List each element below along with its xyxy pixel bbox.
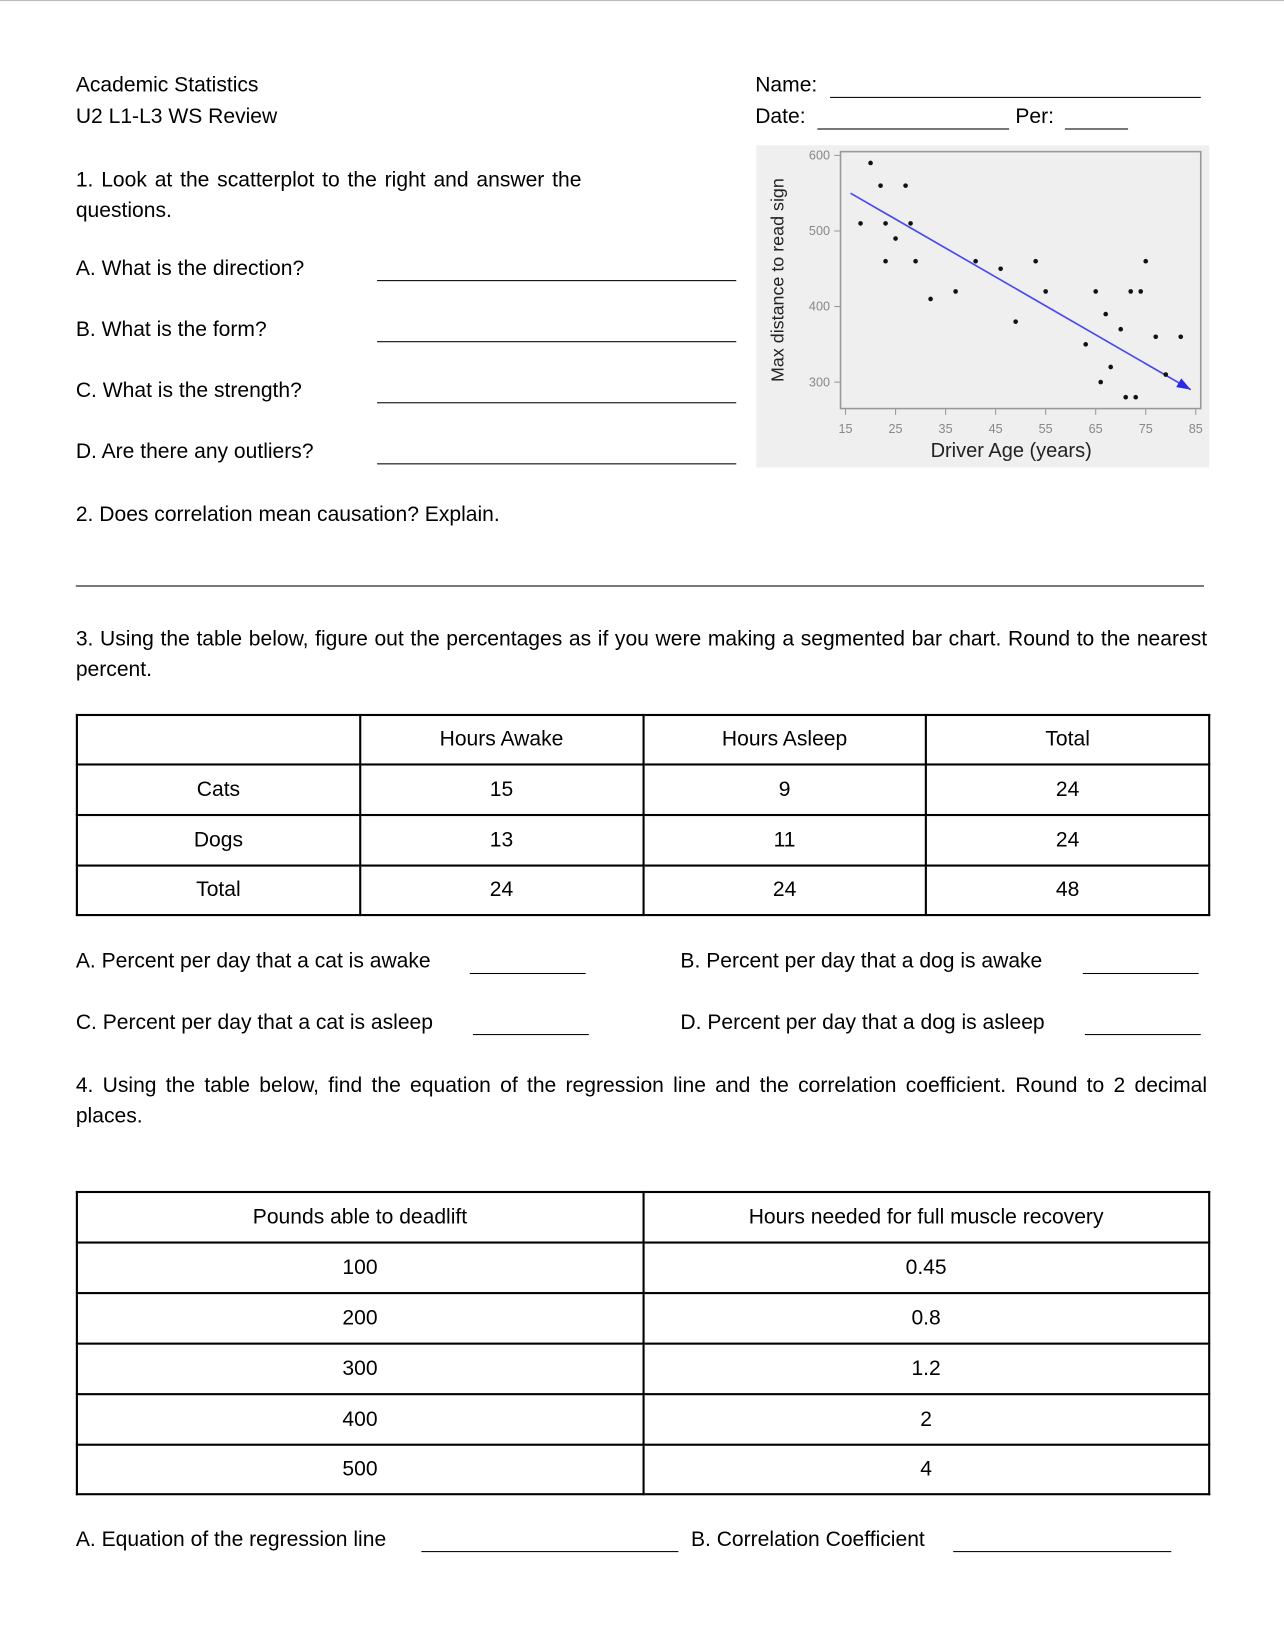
per-blank[interactable] — [1065, 128, 1128, 129]
data-point — [1083, 342, 1088, 347]
q1b-blank[interactable] — [377, 341, 736, 342]
top-border — [0, 0, 1284, 1]
cell: Dogs — [77, 815, 360, 866]
y-tick-label: 300 — [808, 375, 831, 390]
q1a-blank[interactable] — [377, 280, 736, 281]
data-point — [953, 289, 958, 294]
q4a-blank[interactable] — [421, 1551, 678, 1552]
q1a-label: A. What is the direction? — [75, 256, 305, 281]
q2-blank[interactable] — [76, 585, 1204, 586]
x-axis-label: Driver Age (years) — [930, 440, 1092, 463]
cell: 2 — [643, 1394, 1209, 1445]
date-label: Date: — [755, 105, 806, 129]
q3c-label: C. Percent per day that a cat is asleep — [75, 1010, 433, 1035]
y-axis-label: Max distance to read sign — [767, 178, 788, 383]
q3b-label: B. Percent per day that a dog is awake — [680, 949, 1043, 973]
cell: 24 — [643, 866, 926, 915]
header-cell: Hours needed for full muscle recovery — [643, 1192, 1209, 1243]
q1b-label: B. What is the form? — [75, 318, 267, 342]
q1d-label: D. Are there any outliers? — [75, 440, 314, 464]
x-tick-label: 35 — [938, 421, 953, 436]
data-point — [1103, 312, 1108, 317]
table-row — [77, 815, 1209, 866]
table-row — [77, 1344, 1209, 1395]
q1-prompt: 1. Look at the scatterplot to the right and answer the questions. — [75, 168, 582, 223]
q4b-label: B. Correlation Coefficient — [690, 1527, 925, 1552]
data-point — [1123, 395, 1128, 400]
cell: 11 — [643, 815, 926, 866]
header-cell: Pounds able to deadlift — [77, 1192, 643, 1243]
data-point — [868, 161, 873, 166]
data-point — [908, 221, 913, 226]
y-tick-label: 500 — [808, 224, 831, 239]
cell: 24 — [360, 866, 643, 915]
q1c-blank[interactable] — [377, 402, 736, 403]
cell: 400 — [77, 1394, 643, 1445]
scatterplot-svg — [756, 145, 1209, 467]
cell: 4 — [643, 1445, 1209, 1494]
date-blank[interactable] — [817, 128, 1009, 129]
cell: 9 — [643, 764, 926, 815]
q3-prompt: 3. Using the table below, figure out the percentages as if you were making a segmented bar chart. Round to the nearest percent. — [75, 627, 1208, 682]
table-row — [77, 764, 1209, 815]
cell: 1.2 — [643, 1344, 1209, 1395]
per-label: Per: — [1015, 105, 1055, 129]
q3d-blank[interactable] — [1085, 1034, 1201, 1035]
q3a-blank[interactable] — [470, 973, 586, 974]
x-tick-label: 25 — [888, 421, 903, 436]
data-point — [1093, 289, 1098, 294]
y-tick-label: 400 — [808, 299, 831, 314]
q3a-label: A. Percent per day that a cat is awake — [75, 949, 431, 973]
x-tick-label: 55 — [1038, 421, 1053, 436]
data-point — [1043, 289, 1048, 294]
cell: 300 — [77, 1344, 643, 1395]
data-point — [893, 236, 898, 241]
table-row — [77, 1445, 1209, 1494]
cell: Cats — [77, 764, 360, 815]
table-header-row — [77, 1192, 1209, 1243]
cell: 48 — [926, 866, 1209, 915]
header-cell — [77, 715, 360, 764]
x-tick-label: 75 — [1138, 421, 1153, 436]
q4a-label: A. Equation of the regression line — [75, 1527, 387, 1552]
q3d-label: D. Percent per day that a dog is asleep — [680, 1010, 1045, 1035]
data-point — [878, 183, 883, 188]
q1d-blank[interactable] — [377, 463, 736, 464]
data-point — [883, 221, 888, 226]
cell: 15 — [360, 764, 643, 815]
cell: 200 — [77, 1293, 643, 1344]
q4b-blank[interactable] — [953, 1551, 1171, 1552]
data-point — [973, 259, 978, 264]
q4-prompt: 4. Using the table below, find the equation of the regression line and the correlation coefficient. Round to 2 decimal places. — [75, 1074, 1208, 1128]
header-cell: Total — [926, 715, 1209, 764]
header-cell: Hours Asleep — [643, 715, 926, 764]
data-point — [1143, 259, 1148, 264]
cell: 500 — [77, 1445, 643, 1494]
table-row — [77, 1293, 1209, 1344]
data-point — [998, 266, 1003, 271]
x-tick-label: 65 — [1088, 421, 1103, 436]
y-tick-label: 600 — [808, 148, 831, 163]
cell: 24 — [926, 815, 1209, 866]
x-tick-label: 45 — [988, 421, 1003, 436]
cell: 13 — [360, 815, 643, 866]
cell: 0.8 — [643, 1293, 1209, 1344]
data-point — [1118, 327, 1123, 332]
trend-arrowhead — [1176, 378, 1191, 389]
data-point — [1013, 319, 1018, 324]
header-cell: Hours Awake — [360, 715, 643, 764]
data-point — [883, 259, 888, 264]
data-point — [1138, 289, 1143, 294]
name-blank[interactable] — [830, 97, 1201, 98]
plot-frame — [841, 152, 1201, 409]
data-point — [1033, 259, 1038, 264]
course-name: Academic Statistics — [75, 73, 259, 97]
table-row — [77, 866, 1209, 915]
data-point — [858, 221, 863, 226]
data-point — [1153, 334, 1158, 339]
cell: 24 — [926, 764, 1209, 815]
deadlift-table — [76, 1191, 1210, 1495]
q1c-label: C. What is the strength? — [75, 379, 302, 403]
data-point — [1108, 365, 1113, 370]
worksheet-title: U2 L1-L3 WS Review — [75, 105, 278, 129]
scatterplot — [756, 145, 1209, 467]
cell: 100 — [77, 1243, 643, 1294]
q3b-blank[interactable] — [1083, 973, 1199, 974]
pets-table — [76, 714, 1210, 916]
data-point — [1128, 289, 1133, 294]
data-point — [1178, 334, 1183, 339]
cell: Total — [77, 866, 360, 915]
table-row — [77, 1394, 1209, 1445]
x-tick-label: 15 — [838, 421, 853, 436]
q2-prompt: 2. Does correlation mean causation? Explain. — [75, 503, 500, 527]
cell: 0.45 — [643, 1243, 1209, 1294]
q3c-blank[interactable] — [473, 1034, 589, 1035]
data-point — [1098, 380, 1103, 385]
data-point — [913, 259, 918, 264]
data-point — [928, 297, 933, 302]
x-tick-label: 85 — [1188, 421, 1203, 436]
table-row — [77, 1243, 1209, 1294]
data-point — [1163, 372, 1168, 377]
name-label: Name: — [755, 73, 818, 97]
data-point — [903, 183, 908, 188]
table-header-row — [77, 715, 1209, 764]
data-point — [1133, 395, 1138, 400]
